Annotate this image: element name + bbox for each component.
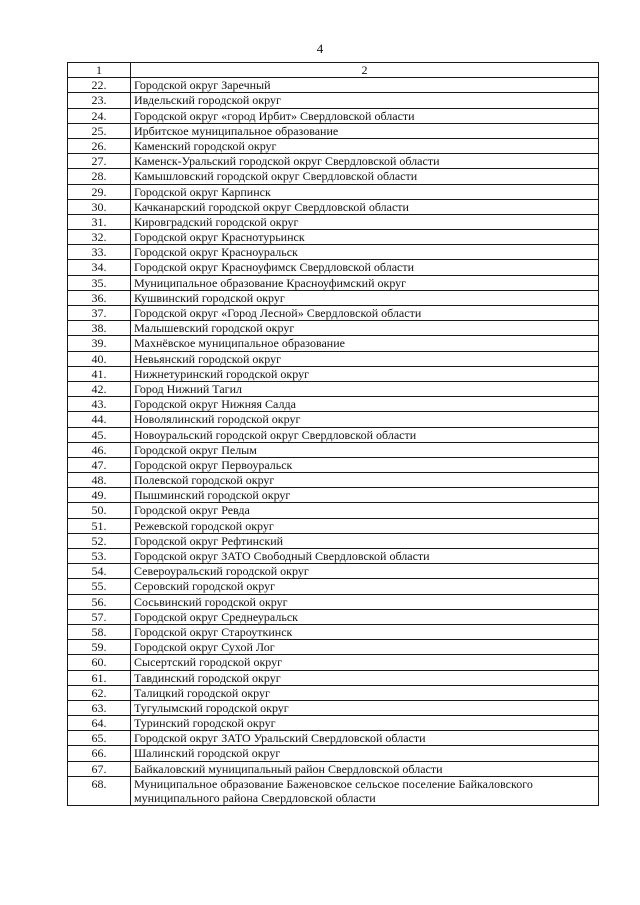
row-name: Муниципальное образование Красноуфимский округ [131,275,599,290]
row-number: 33. [68,245,131,260]
row-name: Кировградский городской округ [131,214,599,229]
table-row [68,761,599,776]
row-number: 65. [68,731,131,746]
row-name: Городской округ Нижняя Салда [131,397,599,412]
row-number: 37. [68,306,131,321]
row-number: 59. [68,640,131,655]
table-row [68,138,599,153]
row-name: Городской округ Красноуфимск Свердловской области [131,260,599,275]
table-header-row [68,63,599,78]
row-name: Городской округ Ревда [131,503,599,518]
row-name: Новоуральский городской округ Свердловской области [131,427,599,442]
row-number: 68. [68,776,131,805]
row-name: Сысертский городской округ [131,655,599,670]
row-number: 66. [68,746,131,761]
row-number: 39. [68,336,131,351]
row-number: 48. [68,473,131,488]
row-name: Городской округ «город Ирбит» Свердловской области [131,108,599,123]
table-row [68,78,599,93]
row-number: 61. [68,670,131,685]
row-name: Кушвинский городской округ [131,290,599,305]
table-row [68,518,599,533]
row-number: 57. [68,609,131,624]
row-name: Тугулымский городской округ [131,700,599,715]
row-number: 34. [68,260,131,275]
row-number: 56. [68,594,131,609]
row-number: 38. [68,321,131,336]
row-number: 64. [68,716,131,731]
row-name: Махнёвское муниципальное образование [131,336,599,351]
table-row [68,366,599,381]
row-name: Городской округ «Город Лесной» Свердловской области [131,306,599,321]
row-number: 47. [68,457,131,472]
table-row [68,381,599,396]
row-name: Городской округ Староуткинск [131,624,599,639]
row-number: 40. [68,351,131,366]
row-name: Талицкий городской округ [131,685,599,700]
row-number: 62. [68,685,131,700]
row-number: 54. [68,564,131,579]
row-name: Городской округ Среднеуральск [131,609,599,624]
row-number: 67. [68,761,131,776]
table-row [68,564,599,579]
row-name: Городской округ Красноуральск [131,245,599,260]
table-row [68,776,599,805]
row-number: 27. [68,154,131,169]
row-name: Туринский городской округ [131,716,599,731]
row-number: 29. [68,184,131,199]
table-row [68,533,599,548]
table-row [68,457,599,472]
row-number: 35. [68,275,131,290]
table-row [68,549,599,564]
row-number: 25. [68,123,131,138]
table-body [68,63,599,806]
row-number: 52. [68,533,131,548]
row-name: Малышевский городской округ [131,321,599,336]
row-number: 23. [68,93,131,108]
row-number: 28. [68,169,131,184]
row-name: Полевской городской округ [131,473,599,488]
table-row [68,199,599,214]
row-number: 55. [68,579,131,594]
table-row [68,624,599,639]
header-cell-name: 2 [131,63,599,78]
table-row [68,594,599,609]
table-row [68,427,599,442]
row-name: Ирбитское муниципальное образование [131,123,599,138]
row-name: Ивдельский городской округ [131,93,599,108]
row-number: 31. [68,214,131,229]
row-number: 42. [68,381,131,396]
row-name: Каменск-Уральский городской округ Свердловской области [131,154,599,169]
table-row [68,716,599,731]
table-row [68,503,599,518]
row-name: Муниципальное образование Баженовское сельское поселение Байкаловского муниципального района Свердловской области [131,776,599,805]
table-row [68,336,599,351]
row-name: Городской округ Карпинск [131,184,599,199]
table-row [68,230,599,245]
row-name: Городской округ Первоуральск [131,457,599,472]
table-row [68,609,599,624]
table-row [68,685,599,700]
table-row [68,731,599,746]
page-number: 4 [316,41,324,56]
table-row [68,579,599,594]
row-number: 58. [68,624,131,639]
row-name: Городской округ Заречный [131,78,599,93]
row-name: Новолялинский городской округ [131,412,599,427]
row-name: Городской округ Краснотурьинск [131,230,599,245]
table-row [68,169,599,184]
table-row [68,488,599,503]
row-name: Байкаловский муниципальный район Свердловской области [131,761,599,776]
table-row [68,154,599,169]
table-row [68,321,599,336]
row-name: Нижнетуринский городской округ [131,366,599,381]
table-row [68,123,599,138]
table-row [68,397,599,412]
table-row [68,245,599,260]
row-number: 63. [68,700,131,715]
row-number: 44. [68,412,131,427]
table-row [68,93,599,108]
table-row [68,412,599,427]
table-row [68,290,599,305]
row-number: 22. [68,78,131,93]
row-number: 49. [68,488,131,503]
table-row [68,670,599,685]
row-name: Североуральский городской округ [131,564,599,579]
table-row [68,473,599,488]
row-number: 32. [68,230,131,245]
table-row [68,214,599,229]
row-number: 50. [68,503,131,518]
table-row [68,306,599,321]
table-row [68,640,599,655]
row-number: 30. [68,199,131,214]
table-row [68,184,599,199]
table-row [68,655,599,670]
row-name: Качканарский городской округ Свердловской области [131,199,599,214]
table-row [68,260,599,275]
row-number: 53. [68,549,131,564]
row-name: Городской округ Пелым [131,442,599,457]
row-name: Шалинский городской округ [131,746,599,761]
table-row [68,108,599,123]
header-cell-number: 1 [68,63,131,78]
table-row [68,746,599,761]
row-number: 51. [68,518,131,533]
row-name: Городской округ ЗАТО Свободный Свердловской области [131,549,599,564]
table-row [68,275,599,290]
municipalities-table [67,62,599,806]
row-number: 60. [68,655,131,670]
row-name: Камышловский городской округ Свердловской области [131,169,599,184]
row-name: Каменский городской округ [131,138,599,153]
row-name: Серовский городской округ [131,579,599,594]
row-number: 41. [68,366,131,381]
row-name: Невьянский городской округ [131,351,599,366]
row-name: Городской округ Рефтинский [131,533,599,548]
row-name: Городской округ ЗАТО Уральский Свердловской области [131,731,599,746]
row-number: 24. [68,108,131,123]
row-name: Пышминский городской округ [131,488,599,503]
row-number: 36. [68,290,131,305]
row-number: 26. [68,138,131,153]
row-name: Город Нижний Тагил [131,381,599,396]
table-row [68,351,599,366]
table-row [68,700,599,715]
row-name: Тавдинский городской округ [131,670,599,685]
row-name: Городской округ Сухой Лог [131,640,599,655]
row-name: Режевской городской округ [131,518,599,533]
table-row [68,442,599,457]
row-name: Сосьвинский городской округ [131,594,599,609]
row-number: 43. [68,397,131,412]
row-number: 45. [68,427,131,442]
row-number: 46. [68,442,131,457]
